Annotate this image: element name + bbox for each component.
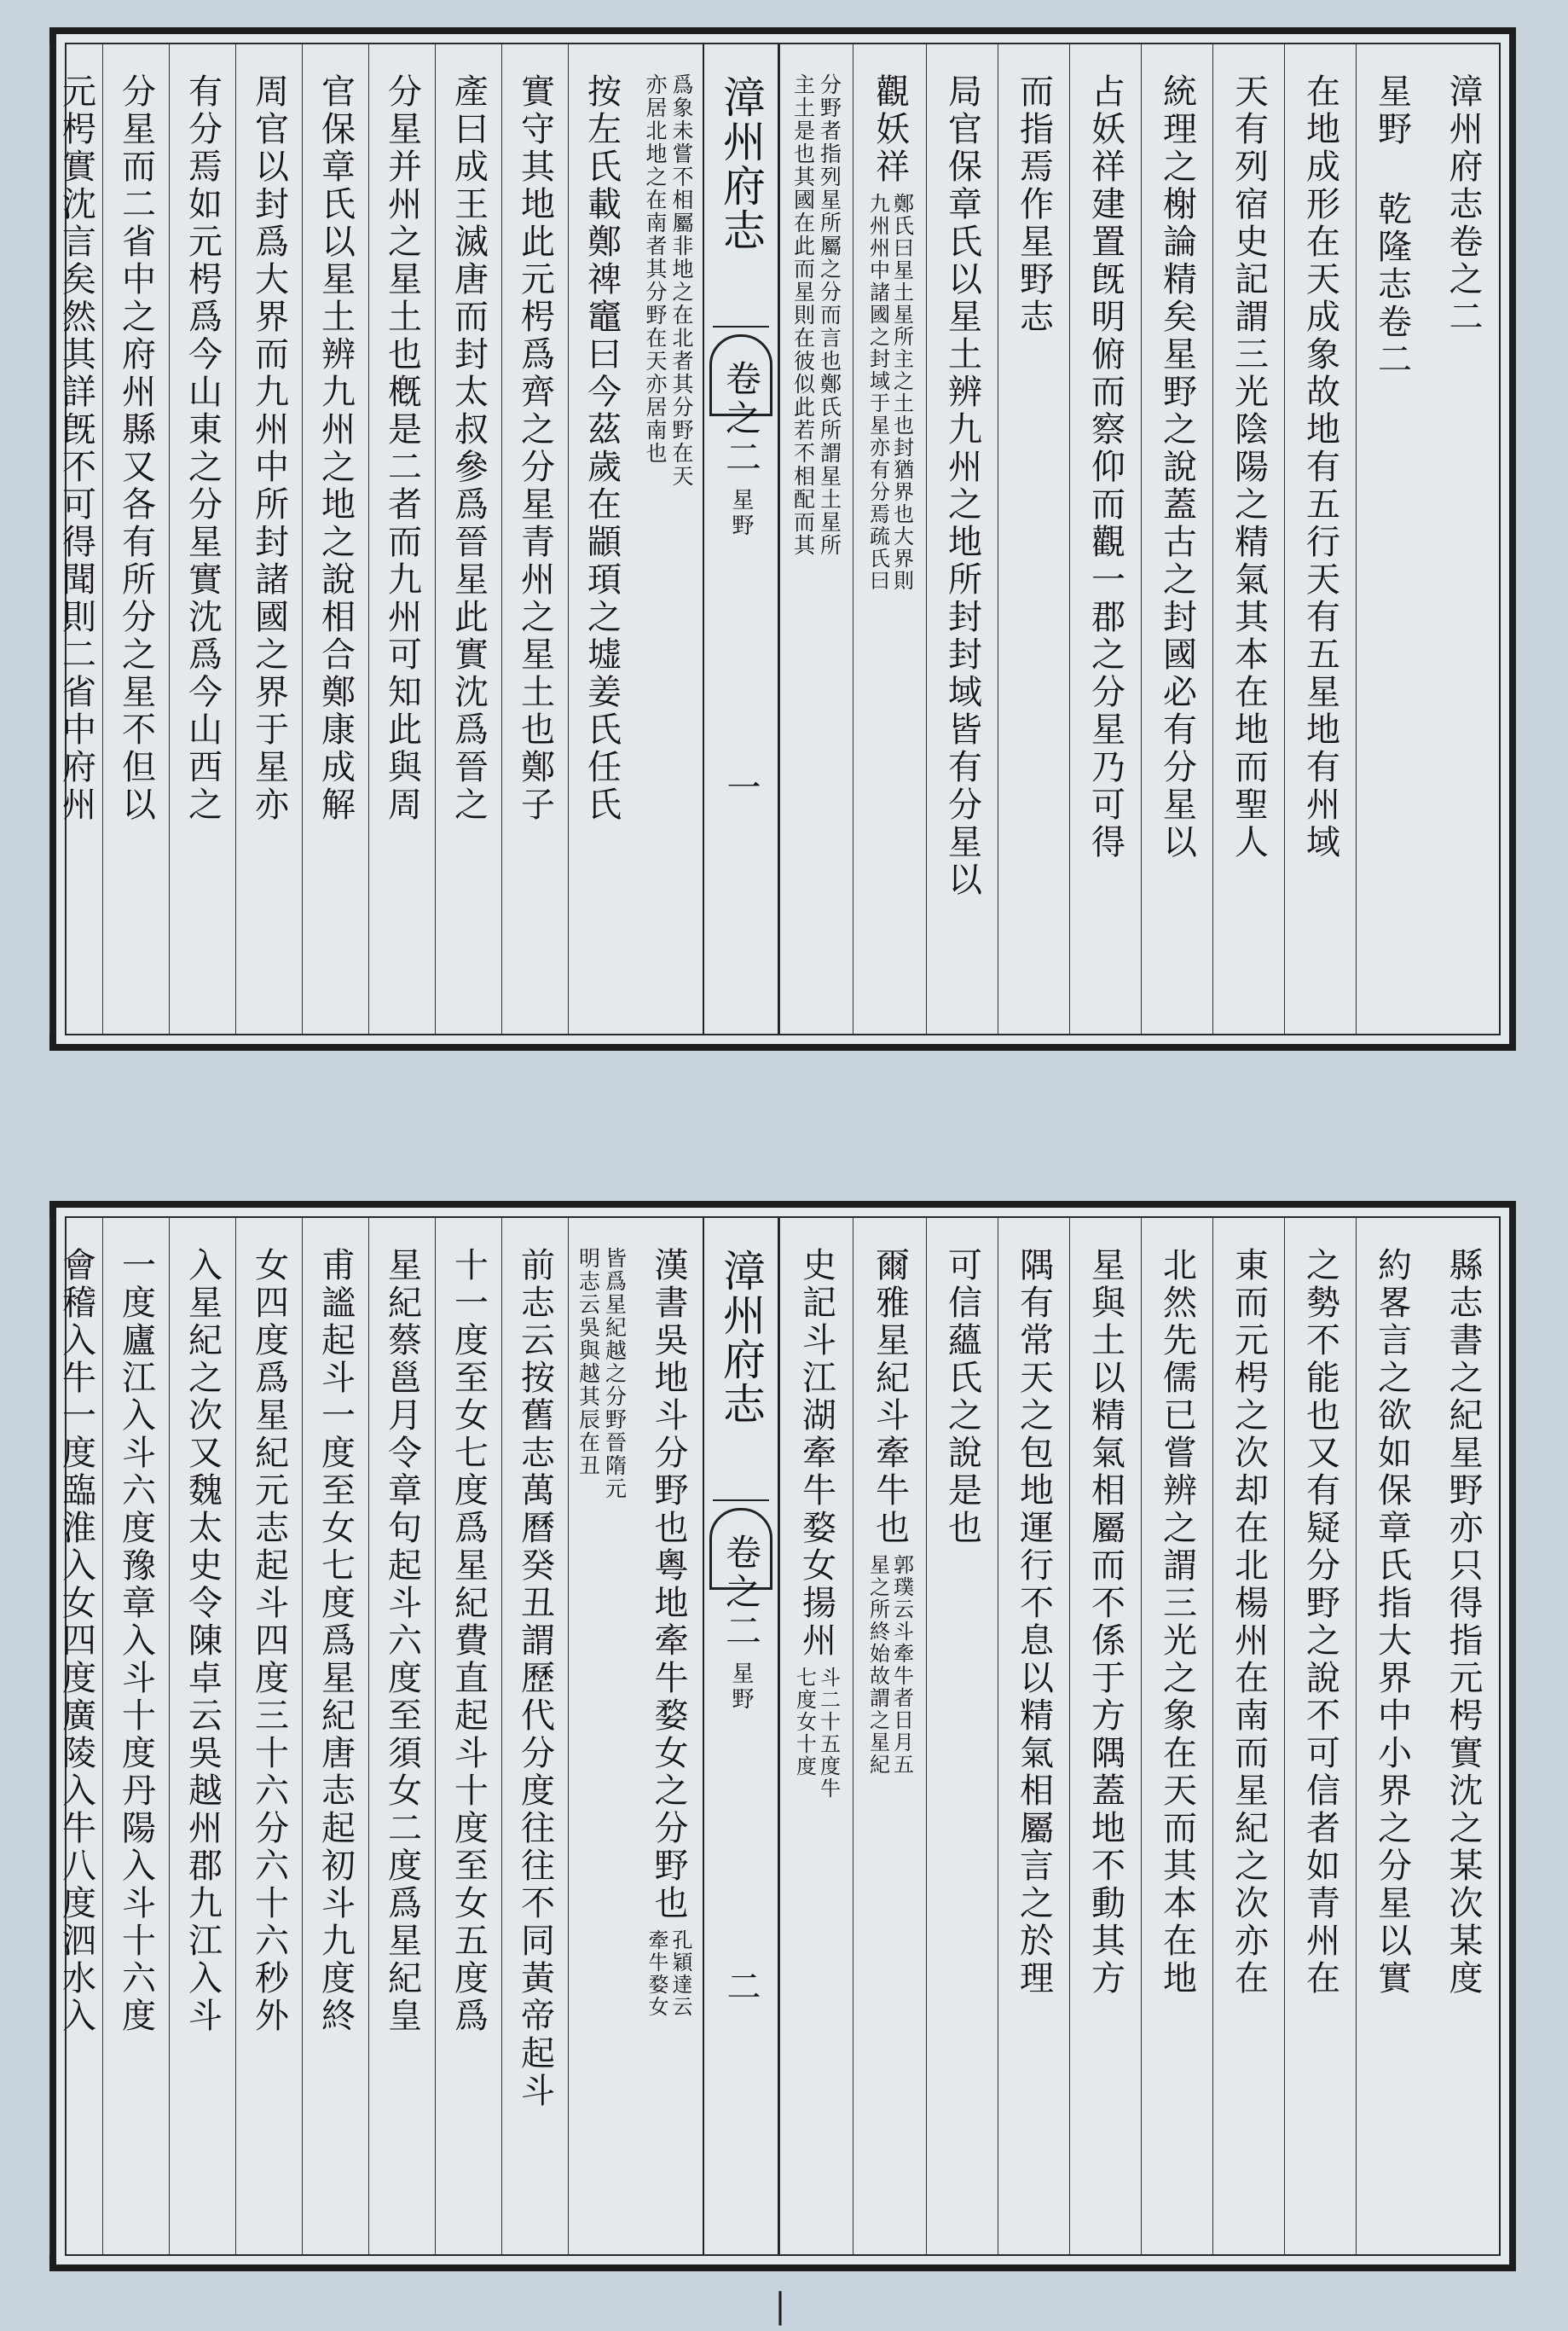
annotation-column bbox=[568, 1218, 634, 2254]
body-text: 天有列宿史記謂三光陰陽之精氣其本在地而聖人 bbox=[1229, 73, 1269, 861]
body-text: 史記斗江湖牽牛婺女揚州 bbox=[796, 1247, 836, 1660]
body-text: 周官以封爲大界而九州中所封諸國之界于星亦 bbox=[249, 73, 289, 824]
annotation-line: 牽牛婺女 bbox=[645, 1929, 668, 2018]
annotation-pair bbox=[790, 73, 842, 1017]
annotation-column bbox=[779, 44, 853, 1034]
section-heading: 星野 乾隆志卷二 bbox=[1372, 73, 1412, 379]
book-title: 漳州府志 bbox=[716, 1249, 766, 1426]
body-text: 北然先儒已嘗辨之謂三光之象在天而其本在地 bbox=[1157, 1247, 1197, 1998]
scan-mark: | bbox=[774, 2287, 786, 2326]
body-text: 前志云按舊志萬曆癸丑謂歷代分度往往不同黃帝起斗 bbox=[515, 1247, 555, 2110]
annotation-line: 皆爲星紀越之分野晉隋元 bbox=[602, 1247, 628, 1500]
text-column bbox=[368, 1218, 435, 2254]
annotation-line: 郭璞云斗牽牛者日月五 bbox=[889, 1554, 914, 1776]
text-column bbox=[1212, 1218, 1284, 2254]
annotation-line: 斗二十五度牛 bbox=[816, 1667, 841, 1800]
body-text: 而指焉作星野志 bbox=[1014, 73, 1054, 336]
text-column bbox=[102, 1218, 169, 2254]
text-column bbox=[1356, 1218, 1427, 2254]
section-label: 星野 bbox=[728, 1661, 754, 1713]
upper-page-frame bbox=[56, 43, 1501, 1035]
lower-page bbox=[49, 1201, 1516, 2271]
body-text: 官保章氏以星土辨九州之地之說相合鄭康成解 bbox=[315, 73, 356, 824]
center-fold-column bbox=[703, 44, 779, 1034]
volume-label: 卷之二 bbox=[720, 1534, 762, 1651]
body-text: 產曰成王滅唐而封太叔參爲晉星此實沈爲晉之 bbox=[448, 73, 489, 824]
text-column bbox=[102, 44, 169, 1034]
text-column bbox=[1141, 1218, 1212, 2254]
text-column bbox=[169, 44, 235, 1034]
text-column bbox=[998, 44, 1069, 1034]
annotation-line: 九州州中諸國之封域于星亦有分焉疏氏曰 bbox=[865, 193, 890, 592]
annotation-line: 亦居北地之在南者其分野在天亦居南也 bbox=[643, 73, 668, 465]
text-column bbox=[235, 44, 302, 1034]
center-fold-column bbox=[703, 1218, 779, 2254]
annotation-line: 孔穎達云 bbox=[668, 1929, 692, 2018]
annotation-pair bbox=[646, 1929, 691, 2018]
body-text: 東而元枵之次却在北楊州在南而星紀之次亦在 bbox=[1229, 1247, 1269, 1998]
body-text: 女四度爲星紀元志起斗四度三十六分六十六秒外 bbox=[249, 1247, 289, 2035]
body-text: 星與土以精氣相屬而不係于方隅蓋地不動其方 bbox=[1085, 1247, 1125, 1998]
page-number: 二 bbox=[721, 1969, 761, 2006]
text-column bbox=[368, 44, 435, 1034]
text-column bbox=[926, 1218, 998, 2254]
page-number: 一 bbox=[721, 769, 761, 807]
mixed-column bbox=[865, 73, 914, 592]
text-column-with-note bbox=[853, 1218, 926, 2254]
body-text: 爾雅星紀斗牽牛也 bbox=[870, 1247, 910, 1547]
body-text: 之勢不能也又有疑分野之說不可信者如青州在 bbox=[1300, 1247, 1340, 1998]
annotation-pair bbox=[865, 193, 914, 592]
mixed-column bbox=[865, 1247, 914, 1776]
body-text: 有分焉如元枵爲今山東之分星實沈爲今山西之 bbox=[182, 73, 223, 824]
text-column bbox=[302, 1218, 368, 2254]
body-text: 分星并州之星土也槪是二者而九州可知此與周 bbox=[382, 73, 422, 824]
book-title: 漳州府志 bbox=[716, 75, 766, 252]
body-text: 星紀蔡邕月令章句起斗六度至須女二度爲星紀皇 bbox=[382, 1247, 422, 2035]
body-text: 隅有常天之包地運行不息以精氣相屬言之於理 bbox=[1014, 1247, 1054, 1998]
text-column bbox=[926, 44, 998, 1034]
text-column bbox=[49, 1218, 102, 2254]
annotation-column bbox=[634, 44, 703, 1034]
text-column bbox=[1284, 44, 1356, 1034]
body-text: 會稽入牛一度臨淮入女四度廣陵入牛八度泗水入 bbox=[56, 1247, 96, 2035]
annotation-line: 鄭氏曰星土星所主之土也封猶界也大界則 bbox=[889, 193, 914, 592]
body-text: 一度廬江入斗六度豫章入斗十度丹陽入斗十六度 bbox=[116, 1247, 156, 2035]
text-column-with-note bbox=[779, 1218, 853, 2254]
body-text: 約畧言之欲如保章氏指大界中小界之分星以實 bbox=[1372, 1247, 1412, 1998]
text-column bbox=[1356, 44, 1427, 1034]
body-text: 縣志書之紀星野亦只得指元枵實沈之某次某度 bbox=[1444, 1247, 1483, 1998]
text-column bbox=[1069, 1218, 1141, 2254]
fish-tail-line bbox=[713, 1499, 769, 1501]
body-text: 占妖祥建置旣明俯而察仰而觀一郡之分星乃可得 bbox=[1085, 73, 1125, 861]
body-text: 十一度至女七度爲星紀費直起斗十度至女五度爲 bbox=[448, 1247, 489, 2035]
body-text: 甫謐起斗一度至女七度爲星紀唐志起初斗九度終 bbox=[315, 1247, 356, 2035]
fish-tail-line bbox=[713, 326, 769, 328]
body-text: 在地成形在天成象故地有五行天有五星地有州域 bbox=[1300, 73, 1340, 861]
text-column bbox=[235, 1218, 302, 2254]
annotation-pair bbox=[645, 73, 692, 1017]
annotation-line: 明志云吳與越其辰在丑 bbox=[576, 1247, 601, 1477]
annotation-line: 分野者指列星所屬之分而言也鄭氏所謂星土星所 bbox=[817, 73, 842, 557]
lower-page-frame bbox=[56, 1216, 1501, 2256]
text-column bbox=[435, 44, 501, 1034]
body-text: 局官保章氏以星土辨九州之地所封封域皆有分星以 bbox=[942, 73, 982, 899]
text-column bbox=[169, 1218, 235, 2254]
annotation-pair bbox=[792, 1667, 841, 1800]
body-text: 統理之榭論精矣星野之說蓋古之封國必有分星以 bbox=[1157, 73, 1197, 861]
text-column bbox=[998, 1218, 1069, 2254]
text-column bbox=[49, 44, 102, 1034]
annotation-line: 爲象未嘗不相屬非地之在北者其分野在天 bbox=[669, 73, 694, 488]
text-column bbox=[435, 1218, 501, 2254]
body-text: 實守其地此元枵爲齊之分星青州之星土也鄭子 bbox=[515, 73, 555, 824]
section-label: 星野 bbox=[728, 488, 754, 539]
annotation-line: 七度女十度 bbox=[792, 1667, 817, 1777]
annotation-line: 主土是也其國在此而星則在彼似此若不相配而其 bbox=[790, 73, 816, 557]
mixed-column bbox=[792, 1247, 841, 1800]
body-text: 分星而二省中之府州縣又各有所分之星不但以 bbox=[116, 73, 156, 824]
text-column bbox=[1284, 1218, 1356, 2254]
text-column bbox=[568, 44, 634, 1034]
chapter-heading: 漳州府志卷之二 bbox=[1444, 73, 1483, 336]
body-text: 按左氏載鄭禆竈曰今茲歲在顓頊之墟姜氏任氏 bbox=[581, 73, 622, 824]
annotation-pair bbox=[578, 1247, 626, 2237]
body-text: 入星紀之次又魏太史令陳卓云吳越州郡九江入斗 bbox=[182, 1247, 223, 2035]
mixed-column bbox=[646, 1247, 691, 2018]
volume-label: 卷之二 bbox=[720, 360, 762, 478]
text-column bbox=[1427, 1218, 1499, 2254]
body-text: 可信蘊氏之說是也 bbox=[942, 1247, 982, 1547]
annotation-line: 星之所終始故謂之星紀 bbox=[865, 1554, 890, 1776]
body-text: 漢書吳地斗分野也粵地牽牛婺女之分野也 bbox=[649, 1247, 688, 1922]
text-column bbox=[501, 1218, 568, 2254]
text-column-with-note bbox=[634, 1218, 703, 2254]
text-column bbox=[1212, 44, 1284, 1034]
body-text: 元枵實沈言矣然其詳旣不可得聞則二省中府州 bbox=[56, 73, 96, 824]
upper-page bbox=[49, 27, 1516, 1051]
body-text: 觀妖祥 bbox=[870, 73, 910, 186]
text-column bbox=[302, 44, 368, 1034]
text-column bbox=[1427, 44, 1499, 1034]
annotation-pair bbox=[865, 1554, 914, 1776]
text-column-with-note bbox=[853, 44, 926, 1034]
text-column bbox=[501, 44, 568, 1034]
text-column bbox=[1069, 44, 1141, 1034]
text-column bbox=[1141, 44, 1212, 1034]
